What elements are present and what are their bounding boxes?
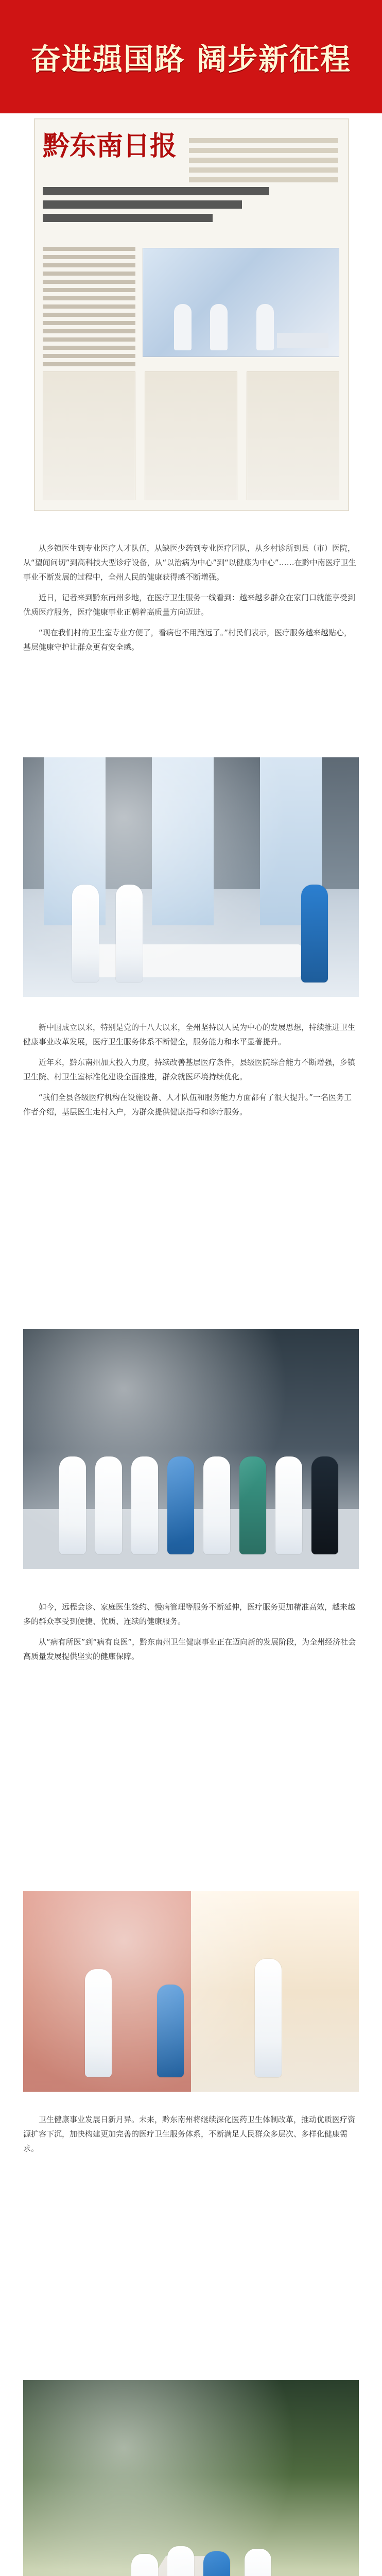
newspaper-lower-columns xyxy=(43,371,339,500)
article-section-3 xyxy=(23,1600,359,1670)
article-section-2 xyxy=(23,1020,359,1125)
article-paragraph: “现在我们村的卫生室专业方便了，看病也不用跑远了。”村民们表示，医疗服务越来越贴心，基层健康守护让群众更有安全感。 xyxy=(23,628,352,652)
newspaper-front-page xyxy=(34,118,349,511)
article-paragraph: 新中国成立以来，特别是党的十八大以来，全州坚持以人民为中心的发展思想，持续推进卫生健康事业改革发展，医疗卫生服务体系不断健全，服务能力和水平显著提升。 xyxy=(23,1023,356,1046)
article-paragraph: 从乡镇医生到专业医疗人才队伍，从缺医少药到专业医疗团队，从乡村诊所到县（市）医院，从“望闻问切”到高科技大型诊疗设备，从“以治病为中心”到“以健康为中心”……在黔中南医疗卫生事业不断发展的过程中，全州人民的健康获得感不断增强。 xyxy=(23,544,356,582)
article-paragraph: 卫生健康事业发展日新月异。未来，黔东南州将继续深化医药卫生体制改革，推动优质医疗资源扩容下沉，加快构建更加完善的医疗卫生服务体系，不断满足人民群众多层次、多样化健康需求。 xyxy=(23,2115,356,2153)
newspaper-column xyxy=(43,243,135,370)
article-section-1 xyxy=(23,541,359,660)
article-paragraph: 近日，记者来到黔东南州多地，在医疗卫生服务一线看到：越来越多群众在家门口就能享受到优质医疗服务，医疗健康事业正朝着高质量方向迈进。 xyxy=(23,593,356,617)
photo-village-visit xyxy=(23,2380,359,2576)
newspaper-headline xyxy=(43,187,269,233)
newspaper-top-text xyxy=(189,133,338,187)
article-paragraph: “我们全县各级医疗机构在设施设备、人才队伍和服务能力方面都有了很大提升。”一名医务工作者介绍，基层医生走村入户，为群众提供健康指导和诊疗服务。 xyxy=(23,1093,352,1116)
photo-medical-staff-group xyxy=(23,1329,359,1569)
page-title: 奋进强国路 阔步新征程 xyxy=(30,42,352,77)
newspaper-masthead: 黔东南日报 xyxy=(43,130,177,162)
article-paragraph: 近年来，黔东南州加大投入力度，持续改善基层医疗条件，县级医院综合能力不断增强，乡镇卫生院、村卫生室标准化建设全面推进，群众就医环境持续优化。 xyxy=(23,1058,356,1081)
article-paragraph: 如今，远程会诊、家庭医生签约、慢病管理等服务不断延伸，医疗服务更加精准高效，越来越多的群众享受到便捷、优质、连续的健康服务。 xyxy=(23,1602,356,1626)
photo-checkup xyxy=(23,1891,359,2092)
article-paragraph: 从“病有所医”到“病有良医”，黔东南州卫生健康事业正在迈向新的发展阶段，为全州经济社会高质量发展提供坚实的健康保障。 xyxy=(23,1637,356,1661)
header-banner xyxy=(0,0,382,113)
newspaper-photo xyxy=(143,248,339,357)
photo-hospital-ward xyxy=(23,757,359,997)
article-section-4 xyxy=(23,2112,359,2162)
